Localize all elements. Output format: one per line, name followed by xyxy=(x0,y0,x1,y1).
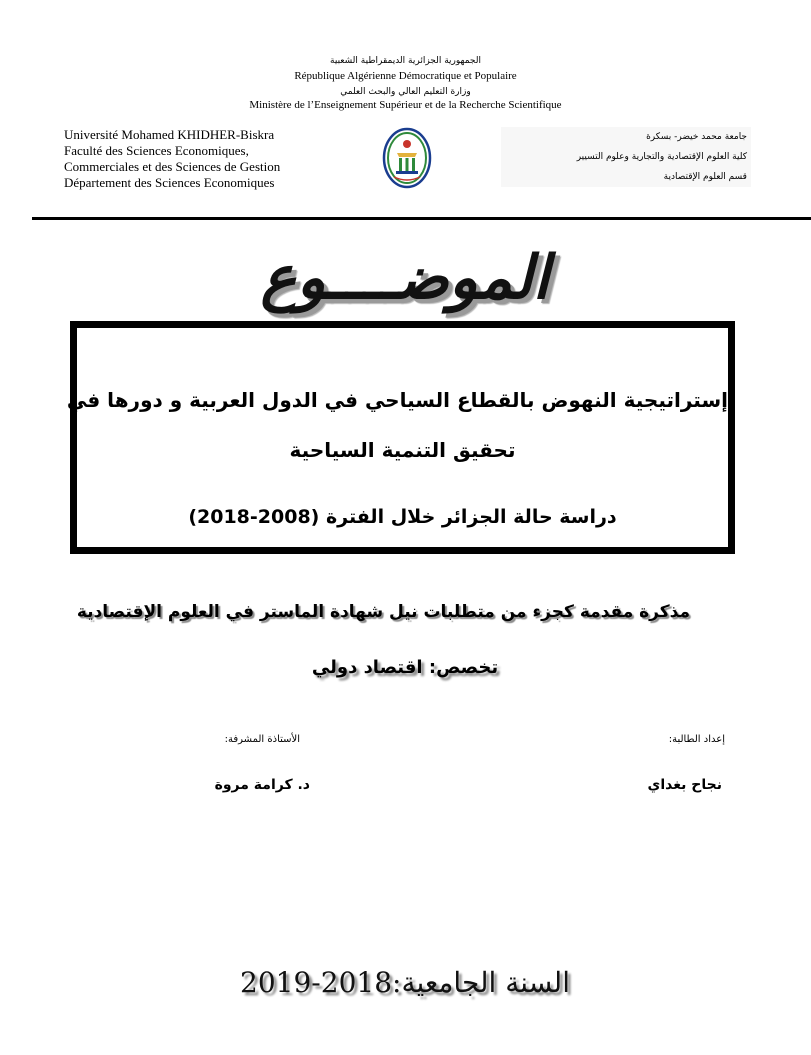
page-title: الموضــــوع xyxy=(260,243,550,313)
academic-year: السنة الجامعية:2018-2019 xyxy=(240,966,570,999)
ministry-fr: Ministère de l’Enseignement Supérieur et de la Recherche Scientifique xyxy=(249,99,562,111)
university-fr-line2: Faculté des Sciences Economiques, xyxy=(64,143,249,158)
republic-fr: République Algérienne Démocratique et Populaire xyxy=(294,70,517,82)
university-ar-line2: كلية العلوم الإقتصادية والتجارية وعلوم التسيير xyxy=(576,152,747,162)
specialty: تخصص: اقتصاد دولي xyxy=(311,657,499,678)
student-label: إعداد الطالبة: xyxy=(668,734,725,745)
thesis-title-box xyxy=(66,321,735,554)
republic-ar: الجمهورية الجزائرية الديمقراطية الشعبية xyxy=(330,56,481,66)
supervisor-label: الأستاذة المشرفة: xyxy=(224,734,300,745)
thesis-title-line2: تحقيق التنمية السياحية xyxy=(289,438,516,462)
university-emblem-icon xyxy=(382,127,432,189)
supervisor-name: د. كرامة مروة xyxy=(214,777,310,793)
thesis-title-line1: إستراتيجية النهوض بالقطاع السياحي في الدول العربية و دورها في xyxy=(66,388,728,412)
university-fr-block xyxy=(64,127,329,191)
university-ar-line1: جامعة محمد خيضر- بسكرة xyxy=(646,132,747,142)
university-ar-block xyxy=(501,127,751,187)
university-fr-line4: Département des Sciences Economiques xyxy=(64,175,275,190)
ministry-ar: وزارة التعليم العالي والبحث العلمي xyxy=(340,87,471,97)
university-fr-line3: Commerciales et des Sciences de Gestion xyxy=(64,159,281,174)
thesis-case-study: دراسة حالة الجزائر خلال الفترة (2008-2018) xyxy=(188,506,617,528)
header-divider xyxy=(32,217,811,220)
university-ar-line3: قسم العلوم الإقتصادية xyxy=(663,172,747,182)
student-name: نجاح بغداي xyxy=(647,777,722,793)
memoire-statement: مذكرة مقدمة كجزء من متطلبات نيل شهادة الماستر في العلوم الإقتصادية xyxy=(76,602,690,622)
university-fr-line1: Université Mohamed KHIDHER-Biskra xyxy=(64,127,275,142)
